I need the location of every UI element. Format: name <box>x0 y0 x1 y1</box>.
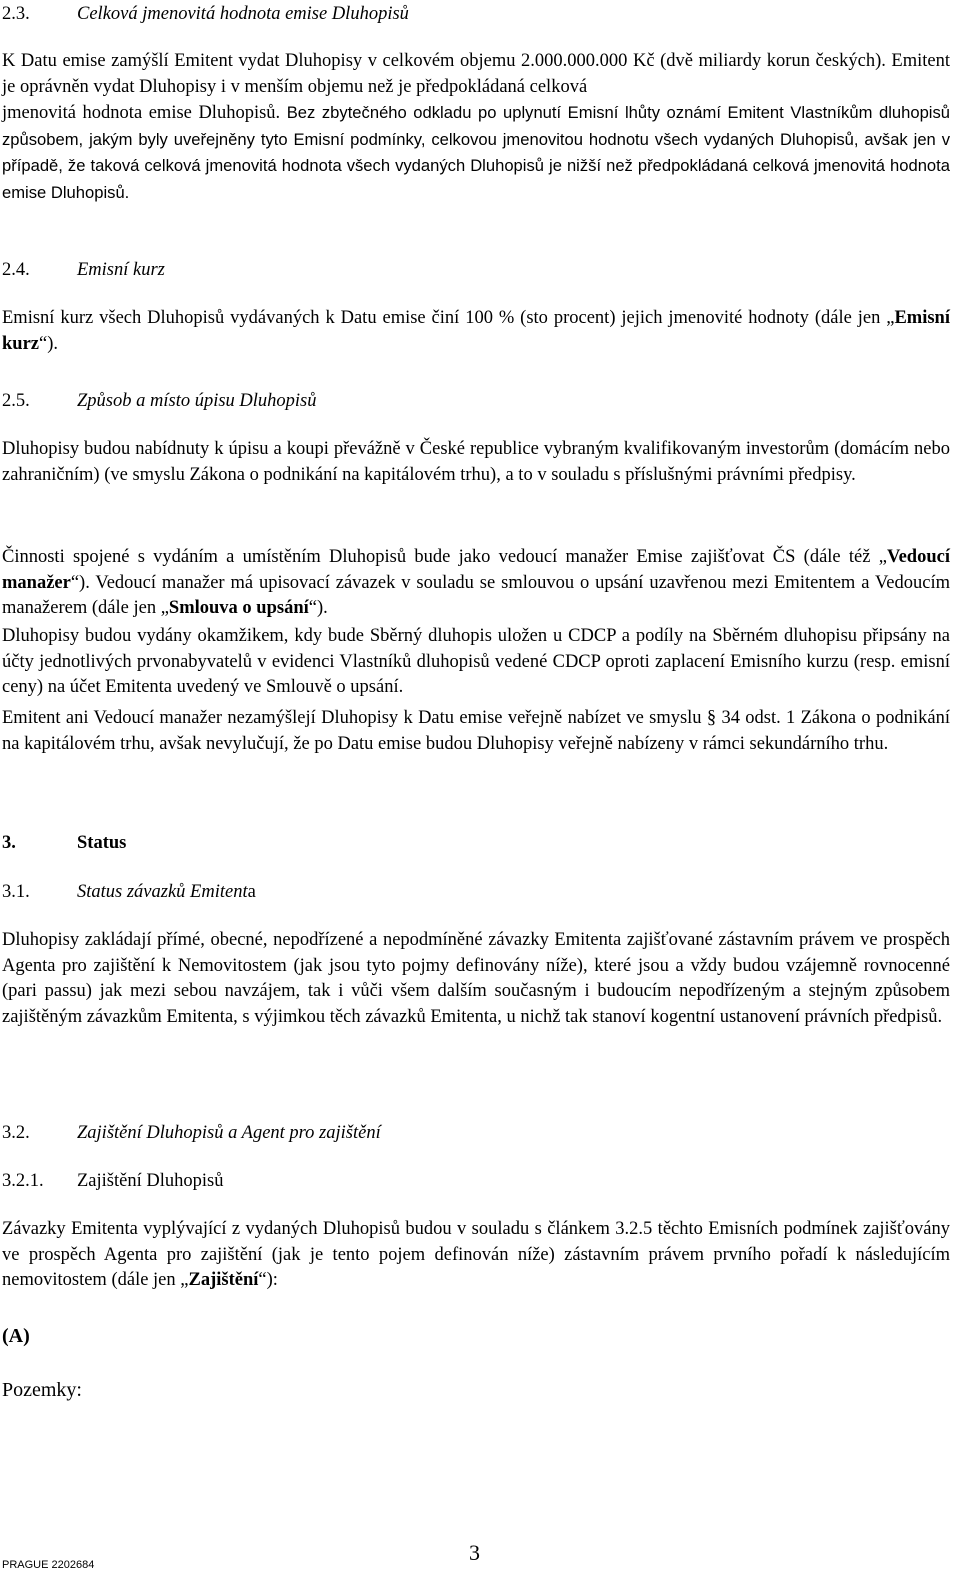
section-heading-3-1 <box>2 880 950 906</box>
section-heading-3 <box>2 831 950 857</box>
paragraph-2-4: Emisní kurz všech Dluhopisů vydávaných k Datu emise činí 100 % (sto procent) jejich jmenovité hodnoty (dále jen „Emisní kurz“). <box>2 308 950 354</box>
section-title: Způsob a místo úpisu Dluhopisů <box>77 391 317 411</box>
paragraph-2-5-b: Činnosti spojené s vydáním a umístěním Dluhopisů bude jako vedoucí manažer Emise zajišťovat ČS (dále též „Vedoucí manažer“). Vedoucí manažer má upisovací závazek v souladu se smlouvou o upsání uzavřenou mezi Emitentem a Vedoucím manažerem (dále jen „Smlouva o upsání“). <box>2 547 950 618</box>
section-title: Status závazků Emitenta <box>77 882 256 902</box>
section-title: Celková jmenovitá hodnota emise Dluhopisů <box>77 4 409 24</box>
section-title: Zajištění Dluhopisů <box>77 1171 224 1191</box>
section-number: 2.4. <box>2 260 30 280</box>
section-number: 3. <box>2 833 16 853</box>
paragraph-2-5-a: Dluhopisy budou nabídnuty k úpisu a koupi převážně v České republice vybraným kvalifikovaným investorům (domácím nebo zahraničním) (ve smyslu Zákona o podnikání na kapitálovém trhu), a to v souladu s příslušnými právními předpisy. <box>2 439 950 485</box>
section-number: 2.3. <box>2 4 30 24</box>
list-item-label-a: (A) <box>2 1325 30 1347</box>
paragraph-3-1: Dluhopisy zakládají přímé, obecné, nepodřízené a nepodmíněné závazky Emitenta zajišťované zástavním právem ve prospěch Agenta pro zajištění k Nemovitostem (jak jsou tyto pojmy definovány níže), které jsou a vždy budou vzájemně rovnocenné (pari passu) jak mezi sebou navzájem, tak i vůči všem dalším současným i budoucím nepodřízeným a stejným způsobem zajištěným závazkům Emitenta, s výjimkou těch závazků Emitenta, u nichž tak stanoví kogentní ustanovení právních předpisů. <box>2 930 950 1027</box>
paragraph-2-5-d: Emitent ani Vedoucí manažer nezamýšlejí Dluhopisy k Datu emise veřejně nabízet ve smyslu § 34 odst. 1 Zákona o podnikání na kapitálovém trhu, avšak nevylučují, že po Datu emise budou Dluhopisy veřejně nabízeny v rámci sekundárního trhu. <box>2 708 950 754</box>
section-number: 3.2. <box>2 1123 30 1143</box>
defined-term: Emisní kurz <box>2 308 950 354</box>
footer-document-id: PRAGUE 2202684 <box>2 1559 95 1571</box>
section-heading-3-2 <box>2 1121 950 1147</box>
section-title: Status <box>77 833 127 853</box>
section-number: 2.5. <box>2 391 30 411</box>
defined-term: Smlouva o upsání <box>168 598 309 618</box>
paragraph-2-3-b-start: jmenovitá hodnota emise Dluhopisů. <box>2 103 281 123</box>
section-heading-2-5 <box>2 389 950 415</box>
paragraph-2-3-b-rest: Bez zbytečného odkladu po uplynutí Emisní lhůty oznámí Emitent Vlastníkům dluhopisů způsobem, jakým byly uveřejněny tyto Emisní podmínky, celkovou jmenovitou hodnotu všech vydaných Dluhopisů, avšak jen v případě, že taková celková jmenovitá hodnota všech vydaných Dluhopisů je nižší než předpokládaná celková jmenovitá hodnota emise Dluhopisů. <box>2 103 951 202</box>
section-number: 3.2.1. <box>2 1171 44 1191</box>
section-title: Emisní kurz <box>77 260 165 280</box>
section-number: 3.1. <box>2 882 30 902</box>
defined-term: Vedoucí manažer <box>2 547 950 593</box>
section-heading-3-2-1 <box>2 1169 950 1195</box>
page-number: 3 <box>469 1540 480 1565</box>
paragraph-3-2-1: Závazky Emitenta vyplývající z vydaných Dluhopisů budou v souladu s článkem 3.2.5 těchto Emisních podmínek zajišťovány ve prospěch Agenta pro zajištění (jak je tento pojem definován níže) zástavním právem prvního pořadí k následujícím nemovitostem (dále jen „Zajištění“): <box>2 1219 950 1290</box>
section-heading-2-4 <box>2 258 950 284</box>
section-title: Zajištění Dluhopisů a Agent pro zajištění <box>77 1123 381 1143</box>
section-heading-2-3 <box>2 2 950 28</box>
paragraph-2-3-b <box>2 100 950 206</box>
defined-term: Zajištění <box>188 1270 259 1290</box>
subheading-pozemky: Pozemky: <box>2 1379 82 1401</box>
paragraph-2-5-c: Dluhopisy budou vydány okamžikem, kdy bude Sběrný dluhopis uložen u CDCP a podíly na Sběrném dluhopisu připsány na účty jednotlivých prvonabyvatelů v evidenci Vlastníků dluhopisů vedené CDCP oproti zaplacení Emisního kurzu (resp. emisní ceny) na účet Emitenta uvedený ve Smlouvě o upsání. <box>2 626 950 697</box>
paragraph-2-3-a: K Datu emise zamýšlí Emitent vydat Dluhopisy v celkovém objemu 2.000.000.000 Kč (dvě miliardy korun českých). Emitent je oprávněn vydat Dluhopisy i v menším objemu než je předpokládaná celková <box>2 51 950 97</box>
